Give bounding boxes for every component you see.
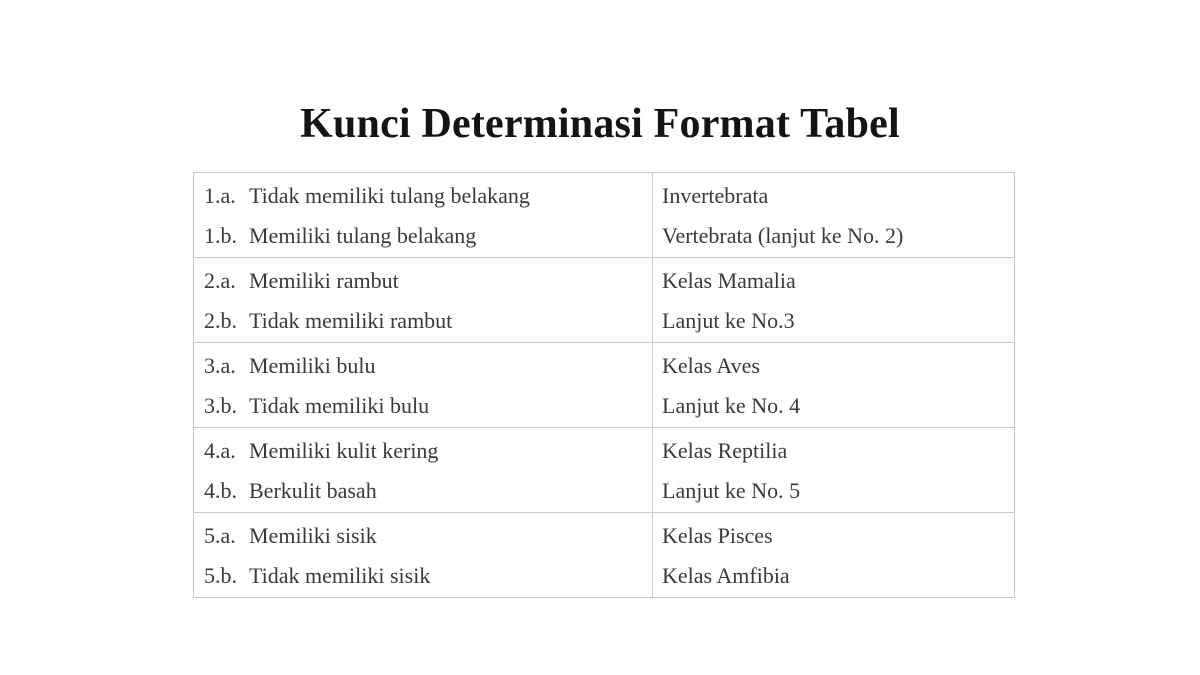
characteristic-text: Tidak memiliki rambut [249, 308, 453, 333]
result-cell [653, 343, 1015, 428]
characteristic-a [194, 516, 652, 556]
result-b: Vertebrata (lanjut ke No. 2) [662, 223, 904, 248]
result-b: Lanjut ke No. 4 [662, 393, 801, 418]
characteristic-text: Tidak memiliki bulu [249, 393, 430, 418]
characteristic-text: Memiliki kulit kering [249, 438, 439, 463]
result-b: Lanjut ke No.3 [662, 308, 795, 333]
item-number: 3.a. [204, 353, 236, 378]
table-row [194, 513, 1015, 598]
characteristic-text: Berkulit basah [249, 478, 377, 503]
characteristic-a [194, 346, 652, 386]
characteristic-text: Tidak memiliki tulang belakang [249, 183, 530, 208]
item-number: 4.b. [204, 478, 237, 503]
characteristic-b [194, 301, 652, 341]
characteristic-b [194, 556, 652, 596]
characteristic-text: Memiliki tulang belakang [249, 223, 477, 248]
result-cell [653, 428, 1015, 513]
item-number: 3.b. [204, 393, 237, 418]
item-number: 1.a. [204, 183, 236, 208]
determination-key-table [193, 172, 1015, 598]
characteristic-text: Tidak memiliki sisik [249, 563, 431, 588]
characteristic-text: Memiliki rambut [249, 268, 399, 293]
characteristic-cell [194, 428, 653, 513]
characteristic-cell [194, 513, 653, 598]
item-number: 2.b. [204, 308, 237, 333]
table-row [194, 258, 1015, 343]
result-a: Kelas Pisces [662, 523, 773, 548]
characteristic-b [194, 471, 652, 511]
table-row [194, 343, 1015, 428]
item-number: 5.a. [204, 523, 236, 548]
result-cell [653, 173, 1015, 258]
result-a: Kelas Aves [662, 353, 760, 378]
result-a: Invertebrata [662, 183, 769, 208]
result-cell [653, 258, 1015, 343]
characteristic-a [194, 431, 652, 471]
item-number: 2.a. [204, 268, 236, 293]
item-number: 5.b. [204, 563, 237, 588]
characteristic-b [194, 216, 652, 256]
characteristic-a [194, 261, 652, 301]
result-a: Kelas Reptilia [662, 438, 788, 463]
result-cell [653, 513, 1015, 598]
item-number: 1.b. [204, 223, 237, 248]
table-row [194, 428, 1015, 513]
characteristic-text: Memiliki sisik [249, 523, 377, 548]
characteristic-cell [194, 173, 653, 258]
item-number: 4.a. [204, 438, 236, 463]
result-b: Lanjut ke No. 5 [662, 478, 801, 503]
characteristic-a [194, 176, 652, 216]
characteristic-cell [194, 343, 653, 428]
page-title: Kunci Determinasi Format Tabel [300, 101, 900, 147]
result-a: Kelas Mamalia [662, 268, 796, 293]
table-row [194, 173, 1015, 258]
characteristic-b [194, 386, 652, 426]
characteristic-text: Memiliki bulu [249, 353, 376, 378]
characteristic-cell [194, 258, 653, 343]
result-b: Kelas Amfibia [662, 563, 790, 588]
